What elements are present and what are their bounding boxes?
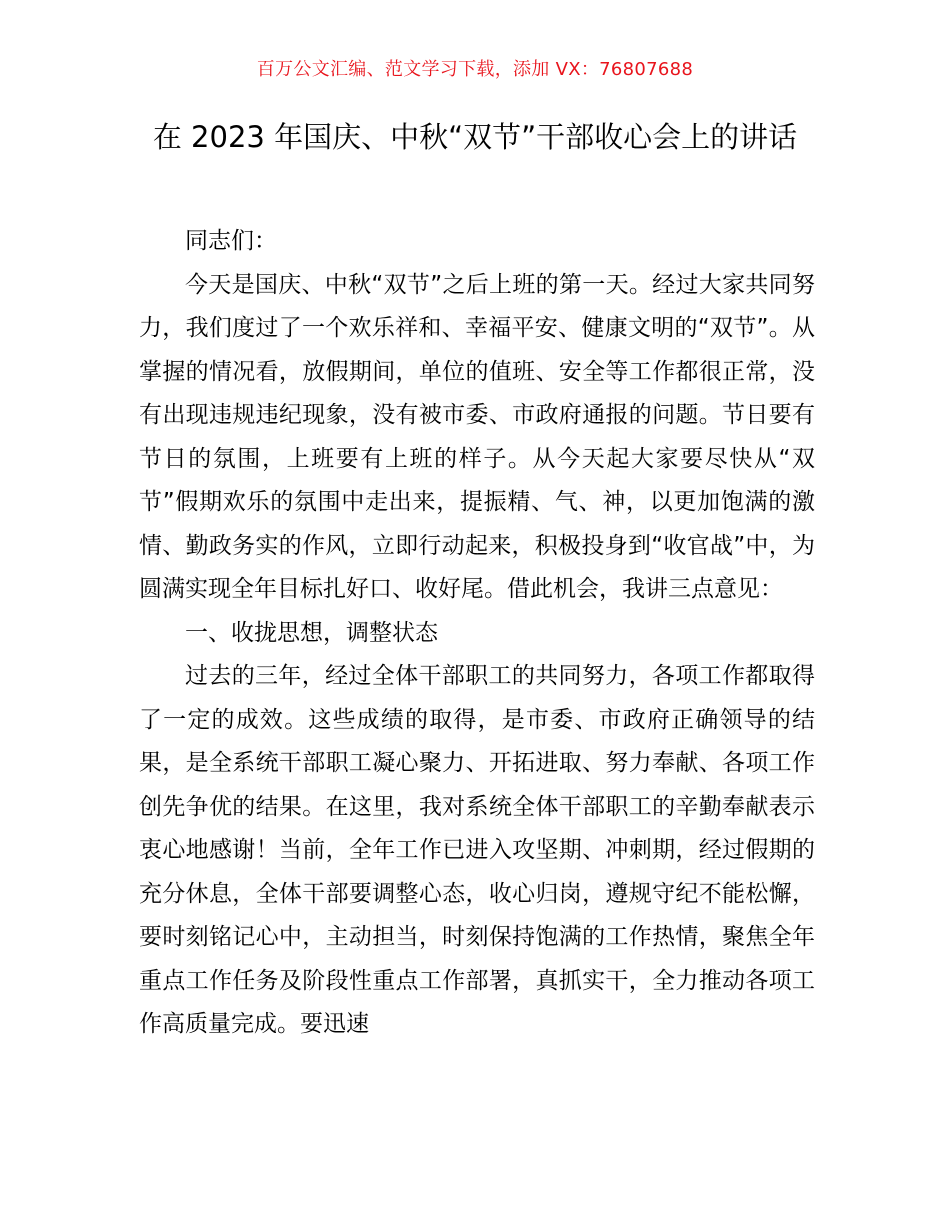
header-text: 百万公文汇编、范文学习下载，添加 VX：76807688	[256, 59, 694, 80]
paragraph: 今天是国庆、中秋“双节”之后上班的第一天。经过大家共同努力，我们度过了一个欢乐祥和、幸福平安、健康文明的“双节”。从掌握的情况看，放假期间，单位的值班、安全等工作都很正常，没有出现违规违纪现象，没有被市委、市政府通报的问题。节日要有节日的氛围，上班要有上班的样子。从今天起大家要尽快从“双节”假期欢乐的氛围中走出来，提振精、气、神，以更加饱满的激情、勤政务实的作风，立即行动起来，积极投身到“收官战”中，为圆满实现全年目标扎好口、收好尾。借此机会，我讲三点意见：	[139, 271, 815, 602]
watermark-header	[0, 57, 950, 83]
paragraph: 过去的三年，经过全体干部职工的共同努力，各项工作都取得了一定的成效。这些成绩的取得，是市委、市政府正确领导的结果，是全系统干部职工凝心聚力、开拓进取、努力奉献、各项工作创先争优的结果。在这里，我对系统全体干部职工的辛勤奉献表示衷心地感谢！当前，全年工作已进入攻坚期、冲刺期，经过假期的充分休息，全体干部要调整心态，收心归岗，遵规守纪不能松懈，要时刻铭记心中，主动担当，时刻保持饱满的工作热情，聚焦全年重点工作任务及阶段性重点工作部署，真抓实干，全力推动各项工作高质量完成。要迅速	[139, 663, 815, 1037]
document-body	[139, 220, 815, 1047]
salutation: 同志们：	[185, 228, 277, 254]
document-title: 在 2023 年国庆、中秋“双节”干部收心会上的讲话	[152, 120, 798, 154]
section-heading: 一、收拢思想，调整状态	[185, 619, 438, 646]
